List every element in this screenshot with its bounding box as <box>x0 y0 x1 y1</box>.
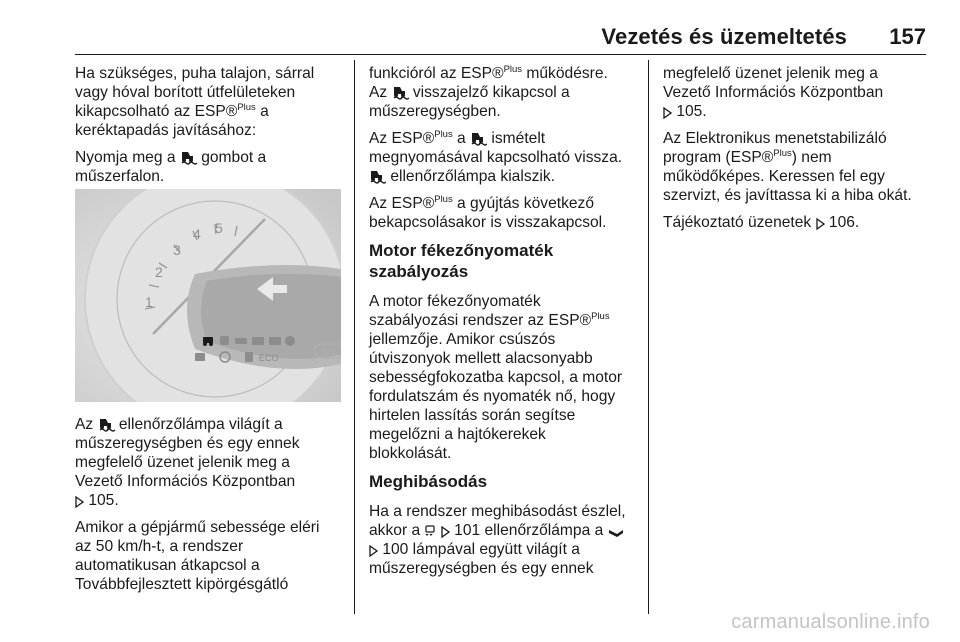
gauge-tick-label: 1 <box>145 294 153 310</box>
column-3 <box>663 64 935 240</box>
gauge-tick-label: 2 <box>155 264 163 280</box>
gauge-tick-label: 5 <box>215 220 223 236</box>
paragraph: Nyomja meg a gombot a műszerfalon. <box>75 149 267 185</box>
page-ref-arrow-icon[interactable] <box>369 545 378 557</box>
section-heading: Motor fékezőnyomaték szabályozás <box>369 241 554 281</box>
page-ref-arrow-icon[interactable] <box>441 526 450 538</box>
paragraph: Ha szükséges, puha talajon, sárral vagy hóval borított útfelületeken kikapcsolható az ESP®$^{Plus}$ a keréktapadás javításához: <box>75 65 315 139</box>
paragraph: funkcióról az ESP®$^{Plus}$ működésre. Az visszajelző kikapcsol a műszeregységben. <box>369 64 608 120</box>
section-heading: Meghibásodás <box>369 472 488 491</box>
paragraph: Az ellenőrzőlámpa világít a műszeregységben és egy ennek megfelelő üzenet jelenik meg a Vezető Információs Központban 105. <box>75 416 300 509</box>
esp-off-icon <box>98 417 115 432</box>
running-header-title: Vezetés és üzemeltetés <box>601 24 847 49</box>
traction-control-icon <box>424 524 436 538</box>
column-1 <box>75 64 347 194</box>
paragraph: A motor fékezőnyomaték szabályozási rendszer az ESP®$^{Plus}$ jellemzője. Amikor csúszós útviszonyok mellett alacsonyabb sebességfokozatba kapcsol, a motor fordulatszám és nyomaték nő, hogy hirtelen lassítás során segítse megelőzni a hajtókerekek blokkolását. <box>369 293 623 462</box>
instrument-cluster-illustration <box>75 189 341 402</box>
page-ref-arrow-icon[interactable] <box>75 496 84 508</box>
paragraph: Az Elektronikus menetstabilizáló program (ESP®$^{Plus}$) nem működőképes. Keressen fel egy szervizt, és javíttassa ki a hiba okát. <box>663 130 912 204</box>
paragraph: Az ESP®$^{Plus}$ a gyújtás következő bekapcsolásakor is visszakapcsol. <box>369 194 607 231</box>
header-rule <box>75 54 926 55</box>
paragraph: Amikor a gépjármű sebessége eléri az 50 km/h-t, a rendszer automatikusan átkapcsol a Továbbfejlesztett kipörgésgátló <box>75 519 320 593</box>
esp-off-icon <box>392 85 409 100</box>
page-ref-arrow-icon[interactable] <box>663 107 672 119</box>
page-number: 157 <box>889 24 926 49</box>
esp-off-icon <box>470 131 487 146</box>
paragraph: Ha a rendszer meghibásodást észlel, akkor a 101 ellenőrzőlámpa a 100 lámpával együtt világít a műszeregységben és egy ennek <box>369 503 626 577</box>
paragraph: Az ESP®$^{Plus}$ a ismételt megnyomásával kapcsolható vissza. ellenőrzőlámpa kialszik. <box>369 129 623 185</box>
esp-off-icon <box>369 169 386 184</box>
esp-off-icon <box>180 150 197 165</box>
instrument-cluster-photo <box>75 189 341 402</box>
eco-label: ECO <box>259 353 279 363</box>
watermark: carmanualsonline.info <box>731 611 930 633</box>
column-2 <box>369 64 641 586</box>
column-divider <box>648 60 649 614</box>
column-divider <box>354 60 355 614</box>
paragraph: Tájékoztató üzenetek 106. <box>663 214 860 231</box>
gauge-tick-label: 3 <box>173 242 181 258</box>
paragraph: megfelelő üzenet jelenik meg a Vezető Információs Központban 105. <box>663 65 884 120</box>
pill-label: 1/3 <box>323 347 336 357</box>
gauge-tick-label: 4 <box>193 226 201 242</box>
warning-lamp-icon <box>608 526 624 538</box>
page-ref-arrow-icon[interactable] <box>816 218 825 230</box>
column-1-lower <box>75 415 347 602</box>
